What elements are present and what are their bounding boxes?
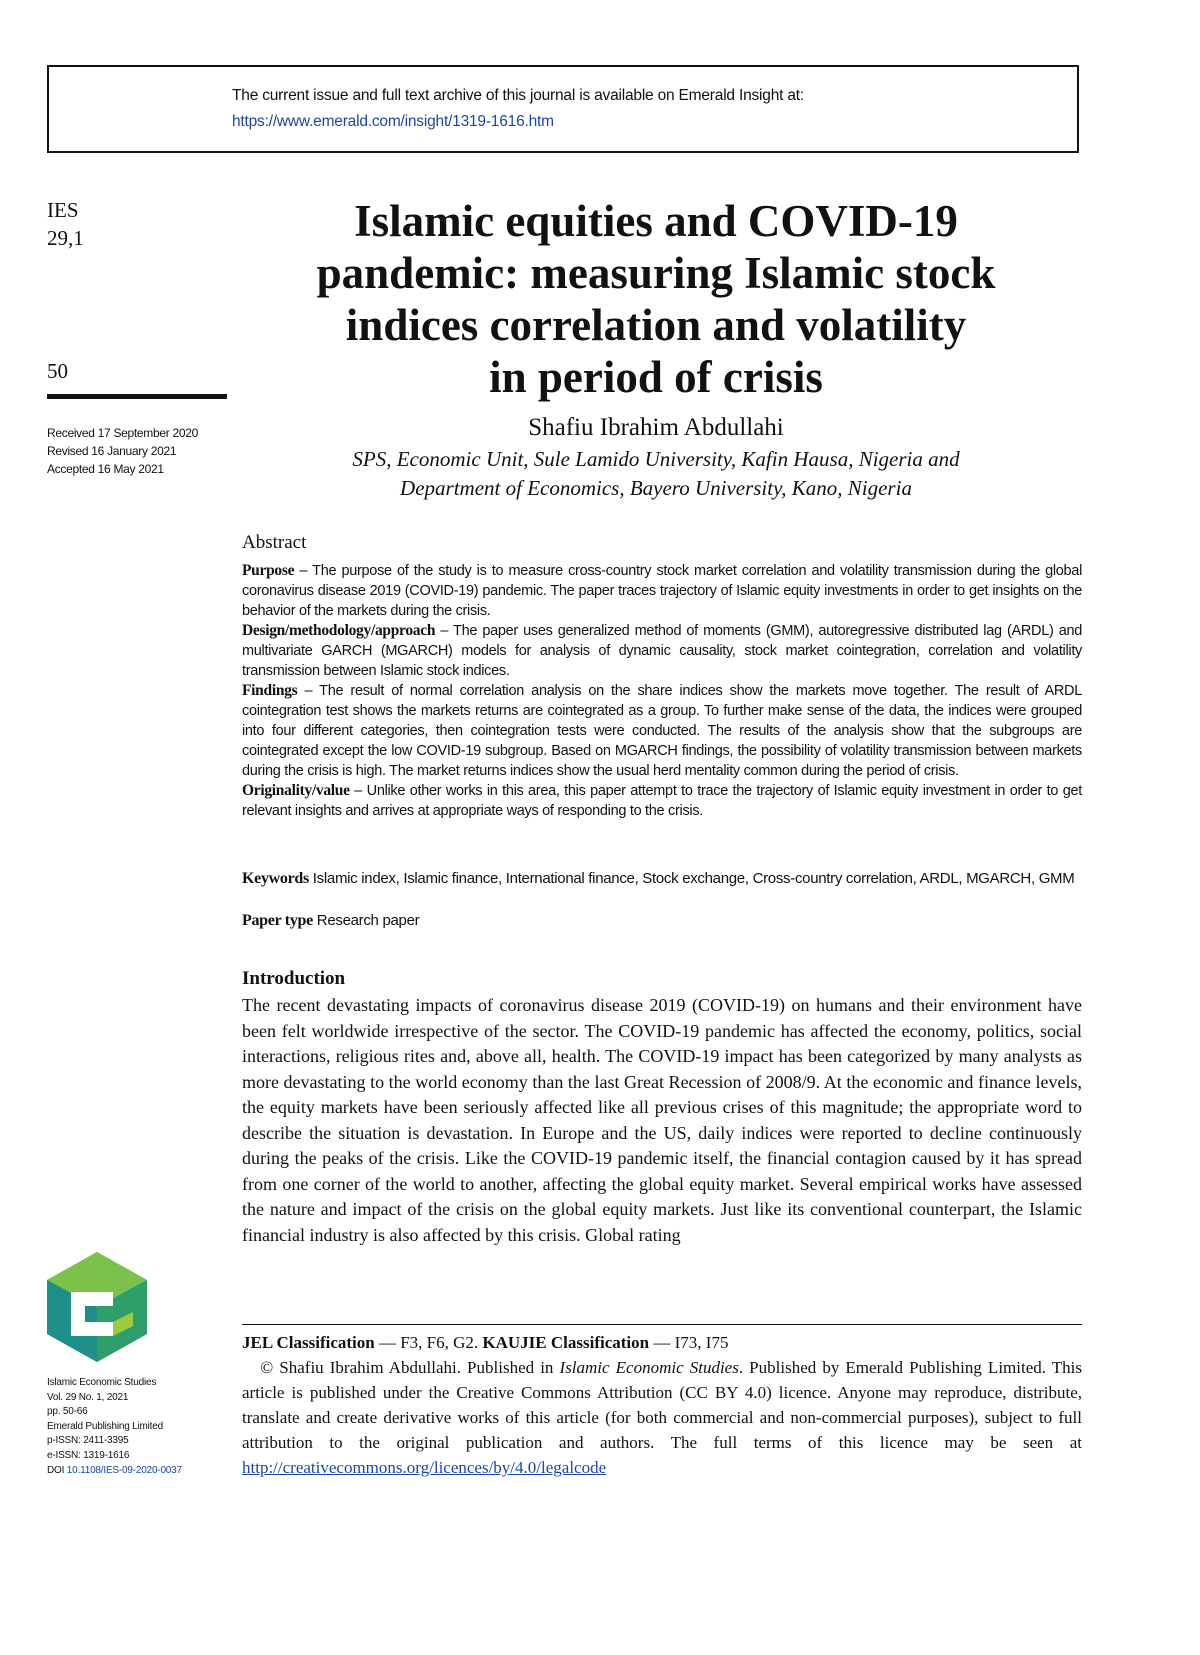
introduction-body: The recent devastating impacts of coronavirus disease 2019 (COVID-19) on humans and their environment have been felt worldwide irrespective of the sector. The COVID-19 pandemic has affected the economy, politics, social interactions, religious rites and, above all, health. The COVID-19 impact has been categorized by many analysts as more devastating to the world economy than the last Great Recession of 2008/9. At the economic and finance levels, the equity markets have been seriously affected like all previous crises of this magnitude; the appropriate word to describe the situation is devastation. In Europe and the US, daily indices were reported to decline continuously during the peaks of the crisis. Like the COVID-19 pandemic itself, the financial contagion caused by it has spread from one corner of the world to another, affecting the global equity market. Several empirical works have assessed the nature and impact of the crisis on the global equity markets. Just like its conventional counterpart, the Islamic financial industry is also affected by this crisis. Global rating: [242, 995, 1082, 1245]
doi-link[interactable]: 10.1108/IES-09-2020-0037: [66, 1464, 182, 1476]
abstract-label: Purpose: [242, 562, 295, 579]
journal-code: [47, 196, 84, 252]
page-range: pp. 50-66: [47, 1406, 88, 1418]
copyright-notice: [242, 1355, 1082, 1480]
journal-name: Islamic Economic Studies: [559, 1358, 739, 1377]
journal-abbrev: IES: [47, 198, 79, 222]
jel-codes: — F3, F6, G2.: [374, 1333, 483, 1352]
copyright-text: . Published by Emerald Publishing Limited. This article is published under the Creative Commons Attribution (CC BY 4.0) licence. Anyone may reproduce, distribute, translate and create derivative works of this article (for both commercial and non-commercial purposes), subject to full attribution to the original publication and authors. The full terms of this licence may be seen at: [242, 1358, 1083, 1452]
affiliation-line: SPS, Economic Unit, Sule Lamido University, Kafin Hausa, Nigeria and: [352, 447, 960, 471]
received-date: Received 17 September 2020: [47, 426, 198, 440]
abstract-design: [242, 621, 1082, 681]
revised-date: Revised 16 January 2021: [47, 444, 177, 458]
author-affiliation: [230, 445, 1082, 503]
electronic-issn: e-ISSN: 1319-1616: [47, 1449, 130, 1461]
author-name: Shafiu Ibrahim Abdullahi: [528, 414, 784, 441]
abstract-purpose: [242, 561, 1082, 621]
banner-text-block: [232, 83, 804, 135]
journal-name-small: Islamic Economic Studies: [47, 1377, 157, 1388]
abstract-text: – The purpose of the study is to measure cross-country stock market correlation and volatility transmission during the global coronavirus disease 2019 (COVID-19) pandemic. The paper traces trajectory of Islamic equity investments in order to get insights on the behavior of the markets during the crisis.: [242, 563, 1082, 619]
doi-label: DOI: [47, 1464, 65, 1476]
journal-volume-issue: 29,1: [47, 226, 84, 250]
keywords-label: Keywords: [242, 870, 309, 887]
emerald-logo-icon: [47, 1252, 147, 1362]
classification-line: [242, 1330, 1082, 1355]
title-line: in period of crisis: [489, 352, 823, 402]
abstract-label: Originality/value: [242, 782, 350, 799]
abstract-text: – The result of normal correlation analysis on the share indices show the markets move together. The result of ARDL cointegration test shows the markets returns are cointegrated as a group. To further make sense of the data, the indices were grouped into four different categories, then cointegration tests were conducted. The results of the analysis show that the subgroups are cointegrated except the low COVID-19 subgroup. Based on MGARCH findings, the possibility of volatility transmission between markets during the crisis is high. The market returns indices show the usual herd mentality common during the period of crisis.: [242, 683, 1082, 779]
abstract-body: [242, 561, 1082, 821]
article-dates: [47, 424, 198, 478]
abstract-text: – Unlike other works in this area, this paper attempt to trace the trajectory of Islamic equity investment in order to get relevant insights and arrives at appropriate ways of responding to the crisis.: [242, 783, 1082, 819]
abstract-label: Findings: [242, 682, 298, 699]
abstract-heading: Abstract: [242, 532, 307, 553]
banner-notice: The current issue and full text archive of this journal is available on Emerald Insight at:: [232, 87, 804, 104]
keywords-text: Islamic index, Islamic finance, International finance, Stock exchange, Cross-country correlation, ARDL, MGARCH, GMM: [308, 870, 1075, 887]
keywords: [242, 866, 1082, 891]
journal-archive-banner: [47, 65, 1079, 153]
publisher: Emerald Publishing Limited: [47, 1420, 163, 1432]
print-issn: p-ISSN: 2411-3395: [47, 1435, 129, 1447]
kaujie-codes: — I73, I75: [649, 1333, 729, 1352]
doi-line: [47, 1464, 182, 1479]
copyright-text: © Shafiu Ibrahim Abdullahi. Published in: [260, 1358, 560, 1377]
title-line: indices correlation and volatility: [345, 300, 967, 350]
article-title: [230, 195, 1082, 403]
paper-type: [242, 912, 1082, 930]
licence-link[interactable]: http://creativecommons.org/licences/by/4.0/legalcode: [242, 1458, 607, 1477]
footnote-rule: [242, 1324, 1082, 1325]
affiliation-line: Department of Economics, Bayero University, Kano, Nigeria: [400, 476, 912, 500]
abstract-findings: [242, 681, 1082, 781]
introduction-heading: Introduction: [242, 968, 346, 989]
jel-label: JEL Classification: [242, 1333, 375, 1352]
paper-type-label: Paper type: [242, 912, 313, 929]
journal-url-link[interactable]: https://www.emerald.com/insight/1319-1616.htm: [232, 113, 554, 130]
accepted-date: Accepted 16 May 2021: [47, 462, 164, 476]
volume-info: Vol. 29 No. 1, 2021: [47, 1391, 129, 1403]
paper-type-text: Research paper: [312, 912, 420, 929]
kaujie-label: KAUJIE Classification: [482, 1333, 650, 1352]
page-number: 50: [47, 359, 68, 383]
abstract-label: Design/methodology/approach: [242, 622, 436, 639]
footnote: [242, 1330, 1082, 1480]
page-number-rule: [47, 394, 227, 399]
publication-info: [47, 1376, 182, 1478]
title-line: pandemic: measuring Islamic stock: [316, 248, 996, 298]
title-line: Islamic equities and COVID-19: [354, 196, 958, 246]
abstract-text: – The paper uses generalized method of moments (GMM), autoregressive distributed lag (ARDL) and multivariate GARCH (MGARCH) models for analysis of dynamic causality, stock market cointegration, correlation and volatility transmission between Islamic stock indices.: [242, 623, 1082, 679]
abstract-originality: [242, 781, 1082, 821]
